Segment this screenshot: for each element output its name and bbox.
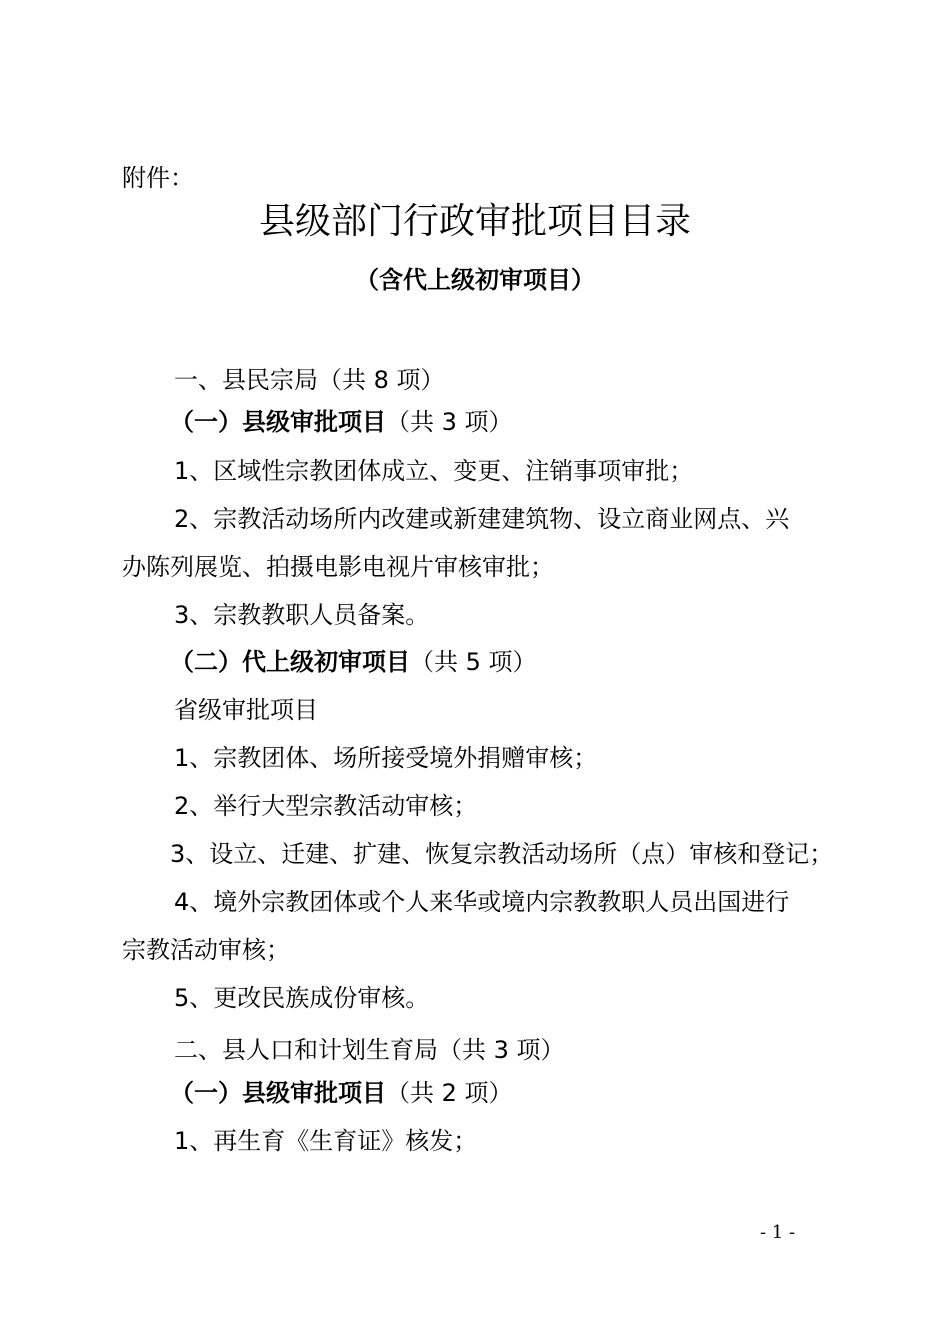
list-item: 2、宗教活动场所内改建或新建建筑物、设立商业网点、兴	[174, 505, 790, 533]
page-title: 县级部门行政审批项目目录	[258, 201, 691, 242]
subsection-count: （共 3 项）	[386, 408, 513, 436]
list-item: 3、设立、迁建、扩建、恢复宗教活动场所（点）审核和登记；	[170, 840, 834, 868]
page-subtitle: （含代上级初审项目）	[355, 266, 595, 294]
subsection-count: （共 5 项）	[410, 648, 537, 676]
section-heading: 一、县民宗局（共 8 项）	[174, 366, 445, 394]
subsection-title: （一）县级审批项目	[170, 1079, 386, 1107]
attachment-label: 附件：	[122, 164, 194, 192]
list-item: 2、举行大型宗教活动审核；	[174, 792, 478, 820]
list-item: 4、境外宗教团体或个人来华或境内宗教教职人员出国进行	[174, 888, 790, 916]
page-number: - 1 -	[760, 1222, 796, 1243]
list-item: 1、区域性宗教团体成立、变更、注销事项审批；	[174, 457, 694, 485]
list-item-continuation: 办陈列展览、拍摄电影电视片审核审批；	[122, 553, 554, 581]
subsection-title: （二）代上级初审项目	[170, 648, 410, 676]
subsection-heading	[170, 1077, 513, 1109]
list-item: 1、再生育《生育证》核发；	[174, 1127, 478, 1155]
list-item-continuation: 宗教活动审核；	[122, 936, 290, 964]
section-heading: 二、县人口和计划生育局（共 3 项）	[174, 1036, 565, 1064]
list-item: 3、宗教教职人员备案。	[174, 601, 430, 629]
category-label: 省级审批项目	[174, 696, 318, 724]
list-item: 1、宗教团体、场所接受境外捐赠审核；	[174, 744, 598, 772]
subsection-title: （一）县级审批项目	[170, 408, 386, 436]
subsection-count: （共 2 项）	[386, 1079, 513, 1107]
subsection-heading	[170, 406, 513, 438]
subsection-heading	[170, 646, 537, 678]
list-item: 5、更改民族成份审核。	[174, 984, 430, 1012]
